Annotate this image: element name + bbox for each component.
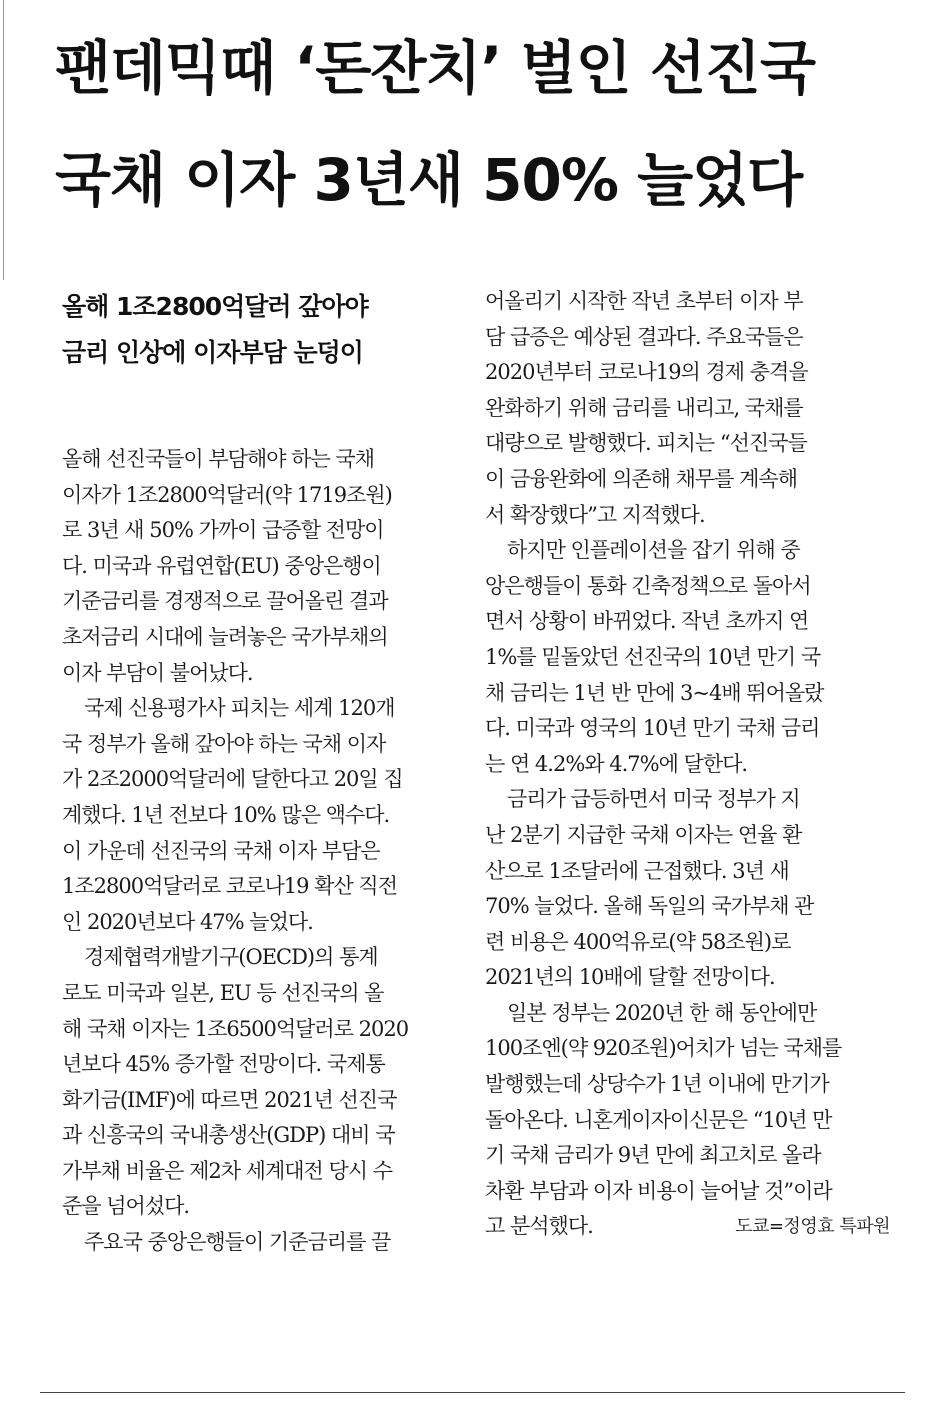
body-text-line: 이 금융완화에 의존해 채무를 계속해 <box>485 466 797 491</box>
body-text-line: 난 2분기 지급한 국채 이자는 연율 환 <box>485 822 802 847</box>
body-text-line: 초저금리 시대에 늘려놓은 국가부채의 <box>62 624 388 649</box>
body-text-line: 가 2조2000억달러에 달한다고 20일 집 <box>62 767 403 792</box>
body-text-line: 면서 상황이 바뀌었다. 작년 초까지 연 <box>485 609 809 634</box>
closing-line <box>485 1209 890 1245</box>
right-column-body <box>485 284 890 1209</box>
body-text-line: 하지만 인플레이션을 잡기 위해 중 <box>507 538 800 563</box>
subheadline-line-2: 금리 인상에 이자부담 눈덩이 <box>62 338 363 367</box>
body-text-line: 1조2800억달러로 코로나19 확산 직전 <box>62 874 397 899</box>
body-text-line: 이 가운데 선진국의 국채 이자 부담은 <box>62 838 380 863</box>
body-text-line: 앙은행들이 통화 긴축정책으로 돌아서 <box>485 573 811 598</box>
subheadline <box>62 284 448 376</box>
body-text-line: 채 금리는 1년 반 만에 3~4배 뛰어올랐 <box>485 680 824 705</box>
body-text-line: 과 신흥국의 국내총생산(GDP) 대비 국 <box>62 1123 395 1148</box>
body-text-line: 년보다 45% 증가할 전망이다. 국제통 <box>62 1052 385 1077</box>
body-text-line: 계했다. 1년 전보다 10% 많은 액수다. <box>62 802 390 827</box>
body-text-line: 련 비용은 400억유로(약 58조원)로 <box>485 929 791 954</box>
body-text-line: 주요국 중앙은행들이 기준금리를 끌 <box>84 1230 391 1255</box>
body-text-line: 올해 선진국들이 부담해야 하는 국채 <box>62 447 374 471</box>
body-text-line: 로 3년 새 50% 가까이 급증할 전망이 <box>62 518 384 543</box>
body-text-line: 대량으로 발행했다. 피치는 “선진국들 <box>485 431 807 456</box>
body-text-line: 로도 미국과 일본, EU 등 선진국의 올 <box>62 980 384 1005</box>
body-text-line: 해 국채 이자는 1조6500억달러로 2020 <box>62 1016 409 1041</box>
body-text-line: 경제협력개발기구(OECD)의 통계 <box>84 945 378 970</box>
body-text-line: 국제 신용평가사 피치는 세계 120개 <box>84 696 395 721</box>
body-text-line: 발행했는데 상당수가 1년 이내에 만기가 <box>485 1072 829 1097</box>
left-margin-rule <box>3 0 4 280</box>
body-text-line: 완화하기 위해 금리를 내리고, 국채를 <box>485 395 803 420</box>
body-text-line: 기준금리를 경쟁적으로 끌어올린 결과 <box>62 589 388 614</box>
article-last-line: 고 분석했다. <box>485 1214 593 1239</box>
body-text-line: 어올리기 시작한 작년 초부터 이자 부 <box>485 289 803 313</box>
body-text-line: 이자가 1조2800억달러(약 1719조원) <box>62 482 392 507</box>
body-text-line: 인 2020년보다 47% 늘었다. <box>62 909 313 934</box>
body-text-line: 70% 늘었다. 올해 독일의 국가부채 관 <box>485 894 814 919</box>
body-text-line: 산으로 1조달러에 근접했다. 3년 새 <box>485 858 789 883</box>
headline <box>55 12 915 236</box>
body-text-line: 기 국채 금리가 9년 만에 최고치로 올라 <box>485 1143 821 1168</box>
body-text-line: 화기금(IMF)에 따르면 2021년 선진국 <box>62 1087 397 1112</box>
bottom-rule <box>40 1392 905 1393</box>
article-right-column <box>485 284 890 1245</box>
left-column-body <box>62 442 448 1261</box>
body-text-line: 다. 미국과 유럽연합(EU) 중앙은행이 <box>62 553 381 578</box>
body-text-line: 100조엔(약 920조원)어치가 넘는 국채를 <box>485 1036 842 1061</box>
body-text-line: 돌아온다. 니혼게이자이신문은 “10년 만 <box>485 1107 832 1132</box>
body-text-line: 일본 정부는 2020년 한 해 동안에만 <box>507 1000 817 1025</box>
body-text-line: 국 정부가 올해 갚아야 하는 국채 이자 <box>62 731 386 756</box>
headline-line-2: 국채 이자 3년새 50% 늘었다 <box>55 146 803 214</box>
article-left-column <box>62 284 448 1261</box>
subheadline-line-1: 올해 1조2800억달러 갚아야 <box>62 292 368 321</box>
body-text-line: 가부채 비율은 제2차 세계대전 당시 수 <box>62 1158 393 1183</box>
body-text-line: 2020년부터 코로나19의 경제 충격을 <box>485 360 808 385</box>
body-text-line: 차환 부담과 이자 비용이 늘어날 것”이라 <box>485 1178 832 1203</box>
headline-line-1: 팬데믹때 ‘돈잔치’ 벌인 선진국 <box>55 34 815 102</box>
body-text-line: 이자 부담이 불어났다. <box>62 660 253 685</box>
body-text-line: 서 확장했다”고 지적했다. <box>485 502 705 527</box>
body-text-line: 2021년의 10배에 달할 전망이다. <box>485 965 775 990</box>
byline: 도쿄=정영효 특파원 <box>735 1216 890 1238</box>
body-text-line: 담 급증은 예상된 결과다. 주요국들은 <box>485 324 803 349</box>
body-text-line: 준을 넘어섰다. <box>62 1194 190 1219</box>
body-text-line: 는 연 4.2%와 4.7%에 달한다. <box>485 751 748 776</box>
body-text-line: 1%를 밑돌았던 선진국의 10년 만기 국 <box>485 644 821 669</box>
body-text-line: 금리가 급등하면서 미국 정부가 지 <box>507 787 800 812</box>
body-text-line: 다. 미국과 영국의 10년 만기 국채 금리 <box>485 716 820 741</box>
